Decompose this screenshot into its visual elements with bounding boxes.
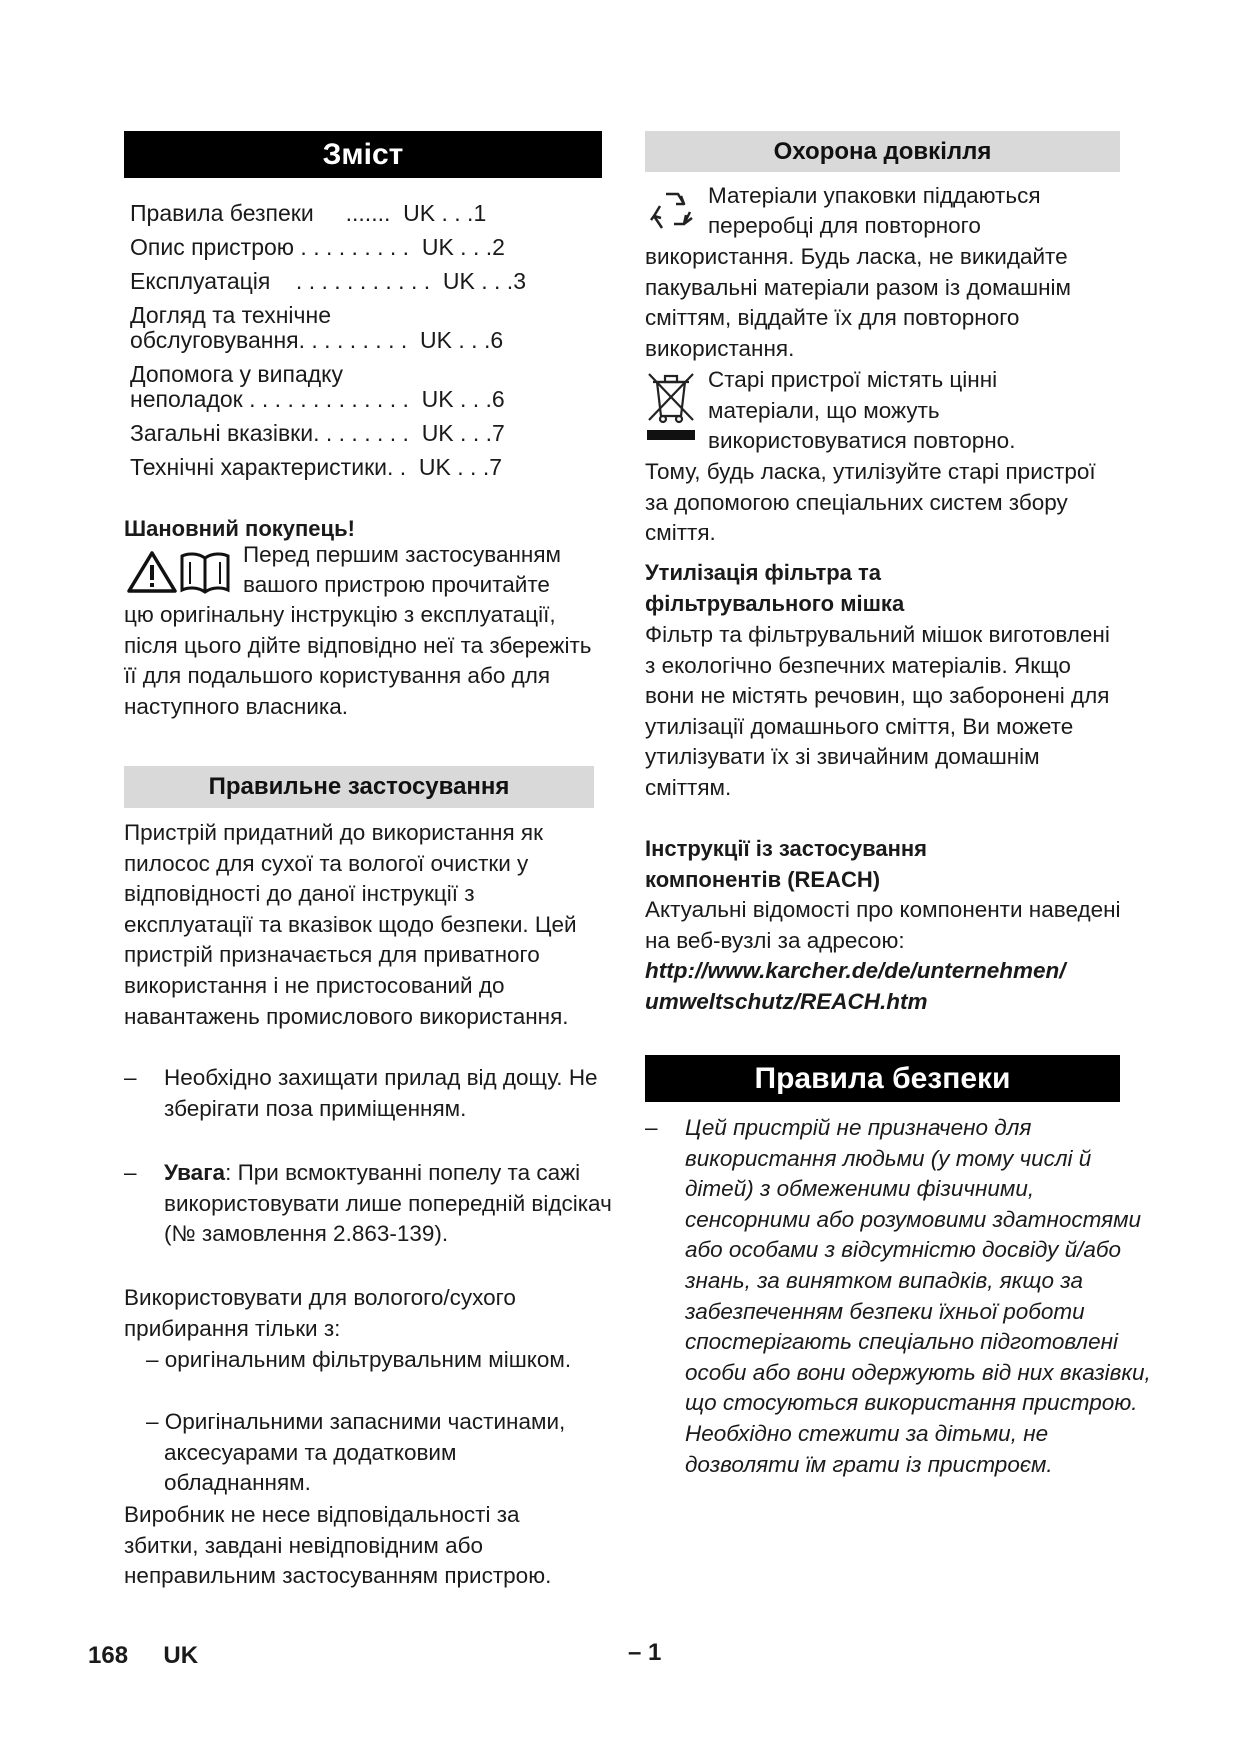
greeting-heading: Шановний покупець! xyxy=(124,516,355,541)
reach-heading: Інструкції із застосування компонентів (REACH) xyxy=(645,836,928,892)
safety-item-1 xyxy=(645,1113,1161,1480)
footer-lang: UK xyxy=(163,1642,199,1669)
usage-sub-2: – Оригінальними запасними частинами, аксесуарами та додатковим обладнанням. xyxy=(146,1409,566,1496)
toc-entry: Опис пристрою . . . . . . . . . UK . . .2 xyxy=(130,234,505,260)
usage-item-1-text: Необхідно захищати прилад від дощу. Не зберігати поза приміщенням. xyxy=(164,1065,598,1121)
toc-entry: Технічні характеристики. . UK . . .7 xyxy=(130,454,503,480)
toc-entry: Догляд та технічне xyxy=(130,302,332,328)
safety-title-bar xyxy=(645,1055,1120,1102)
reach-link[interactable] xyxy=(645,956,1121,1017)
filter-heading: Утилізація фільтра та фільтрувального мішка xyxy=(645,560,905,616)
usage-liability: Виробник не несе відповідальності за збитки, завдані невідповідним або неправильним застосуванням пристрою. xyxy=(124,1502,552,1589)
toc-title-bar xyxy=(124,131,602,178)
env-old-l1: Старі пристрої містять цінні xyxy=(708,367,998,392)
env-old-l2: матеріали, що можуть xyxy=(708,398,940,423)
env-packaging-text: використання. Будь ласка, не викидайте пакувальні матеріали разом із домашнім сміттям, віддайте їх для повторного використання. xyxy=(645,244,1072,361)
toc-entry: Експлуатація . . . . . . . . . . . UK . . .3 xyxy=(130,268,526,294)
bullet-dash: – xyxy=(124,1160,137,1185)
toc-entry: Правила безпеки ....... UK . . .1 xyxy=(130,200,487,226)
toc-entry: обслуговування. . . . . . . . . UK . . .6 xyxy=(130,327,504,353)
env-old-text: Тому, будь ласка, утилізуйте старі пристрої за допомогою спеціальних систем збору сміття. xyxy=(645,459,1096,546)
usage-title: Правильне застосування xyxy=(208,773,510,800)
env-title: Охорона довкілля xyxy=(773,138,992,165)
safety-title: Правила безпеки xyxy=(754,1062,1011,1095)
env-old-l3: використовуватися повторно. xyxy=(708,428,1016,453)
usage-item-2-bold: Увага xyxy=(164,1160,226,1185)
safety-item-1-text: Цей пристрій не призначено для використання людьми (у тому числі й дітей) з обмеженими фізичними, сенсорними або розумовими здатностями або особами з відсутністю досвіду й/або знань, за винятком випадків, якщо за забезпеченням безпеки їхньої роботи спостерігають спеціально підготовлені особи або вони одержують від них вказівки, що стосуються використання пристрою. Необхідно стежити за дітьми, не дозволяти їм грати із пристроєм. xyxy=(685,1115,1151,1477)
reach-link-line2[interactable]: umweltschutz/REACH.htm xyxy=(645,988,928,1014)
usage-item-2 xyxy=(124,1158,640,1250)
bullet-dash: – xyxy=(124,1065,137,1090)
recycling-icon xyxy=(646,188,698,241)
toc-entry: Допомога у випадку xyxy=(130,361,343,387)
toc-entry: Загальні вказівки. . . . . . . . UK . . .7 xyxy=(130,420,505,446)
greeting-text: цю оригінальну інструкцію з експлуатації, після цього дійте відповідно неї та збережіть її для подальшого користування або для наступного власника. xyxy=(124,602,592,719)
reach-link-line1[interactable]: http://www.karcher.de/de/unternehmen/ xyxy=(645,958,1066,983)
manual-book-icon xyxy=(178,550,232,599)
bullet-dash: – xyxy=(645,1115,658,1140)
usage-item-1 xyxy=(124,1063,640,1124)
env-packaging-l1: Матеріали упаковки піддаються xyxy=(708,183,1041,208)
usage-item-2-text: : При всмоктуванні попелу та сажі використовувати лише попередній відсікач (№ замовлення 2.863-139). xyxy=(164,1160,612,1247)
footer-center: – 1 xyxy=(628,1639,662,1666)
usage-sub-1: – оригінальним фільтрувальним мішком. xyxy=(146,1347,572,1372)
warning-icon xyxy=(126,549,178,600)
env-title-bar xyxy=(645,131,1120,172)
toc-title: Зміст xyxy=(322,138,404,171)
greeting-line1: Перед першим застосуванням xyxy=(243,542,562,567)
footer-page-number xyxy=(88,1642,198,1670)
toc-entry: неполадок . . . . . . . . . . . . . UK . . .6 xyxy=(130,386,505,412)
usage-title-bar xyxy=(124,766,594,808)
page-number: 168 xyxy=(88,1642,129,1669)
crossed-bin-icon xyxy=(645,370,697,447)
env-packaging-l2: переробці для повторного xyxy=(708,213,981,238)
usage-intro: Пристрій придатний до використання як пилосос для сухої та вологої очистки у відповідності до даної інструкції з експлуатації та вказівок щодо безпеки. Цей пристрій призначається для приватного використання і не пристосований до навантажень промислового використання. xyxy=(124,820,577,1029)
usage-use-only: Використовувати для вологого/сухого прибирання тільки з: xyxy=(124,1285,516,1341)
filter-text: Фільтр та фільтрувальний мішок виготовлені з екологічно безпечних матеріалів. Якщо вони не містять речовин, що заборонені для утилізації домашнього сміття, Ви можете утилізувати їх зі звичайним домашнім сміттям. xyxy=(645,622,1110,800)
greeting-line2: вашого пристрою прочитайте xyxy=(243,572,550,597)
reach-text: Актуальні відомості про компоненти наведені на веб-вузлі за адресою: xyxy=(645,897,1121,953)
